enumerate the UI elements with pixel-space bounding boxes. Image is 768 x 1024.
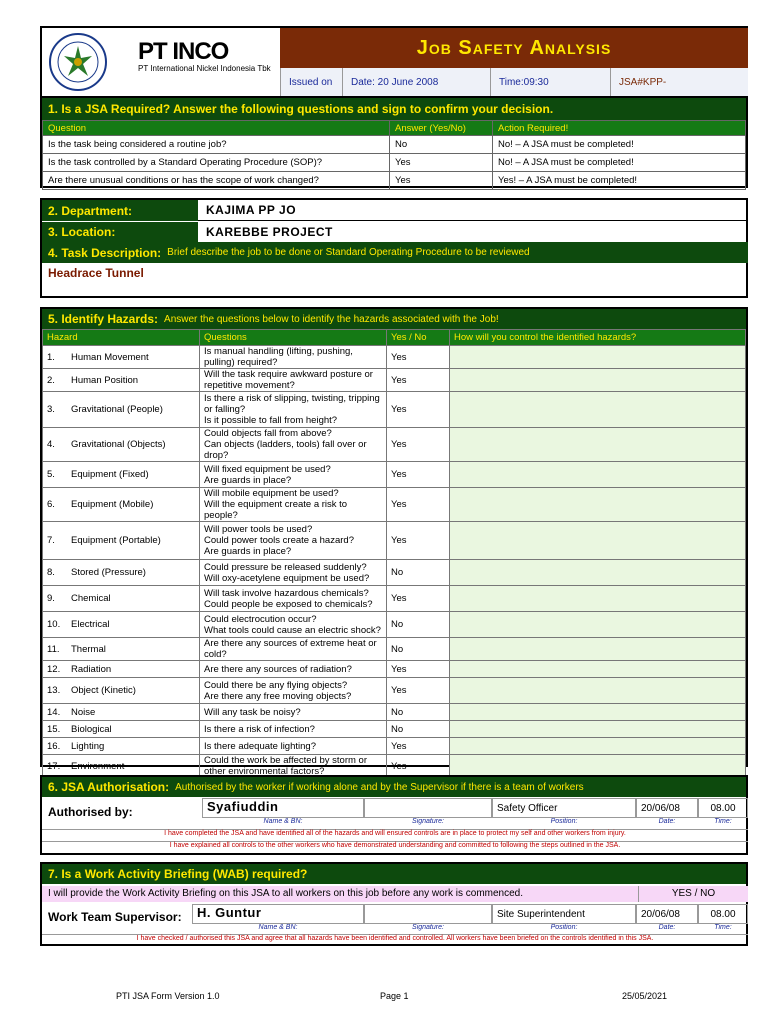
action-text: Yes! – A JSA must be completed! [493, 172, 746, 190]
hazard-control-input[interactable] [450, 522, 746, 560]
hazard-control-input[interactable] [450, 678, 746, 704]
hazard-number: 11. [47, 643, 60, 655]
section-jsa-required [40, 96, 748, 188]
hazard-cell [43, 661, 200, 678]
hazard-cell [43, 522, 200, 560]
table-row [43, 522, 746, 560]
hazard-cell [43, 346, 200, 369]
hazard-control-input[interactable] [450, 612, 746, 638]
hazard-name: Environment [71, 760, 125, 772]
hazard-questions [200, 560, 387, 586]
table-row [43, 612, 746, 638]
hazard-questions [200, 428, 387, 462]
hazard-number: 16. [47, 740, 61, 752]
hazard-questions [200, 392, 387, 428]
sub-date-label: Date: [658, 924, 676, 931]
col-question: Question [43, 121, 390, 136]
section6-heading: 6. JSA Authorisation: [48, 780, 170, 794]
wab-note: I have checked / authorised this JSA and agree that all hazards have been identified and controlled. All workers have been briefed on the controls identified in this JSA. [42, 934, 748, 942]
hazard-name: Equipment (Portable) [71, 535, 161, 546]
hazard-question: Are guards in place? [204, 474, 292, 486]
table-row [43, 704, 746, 721]
task-label: 4. Task Description: [48, 245, 162, 260]
hazard-name: Electrical [71, 619, 110, 630]
hazard-question: What tools could cause an electric shock? [204, 624, 381, 636]
question-text: Are there unusual conditions or has the scope of work changed? [43, 172, 390, 190]
hazard-questions [200, 678, 387, 704]
hazard-number: 4. [47, 439, 55, 450]
table-row [43, 136, 746, 154]
supervisor-date[interactable]: 20/06/08 [636, 904, 698, 924]
authorisation-note-1: I have completed the JSA and have identified all of the hazards and will ensured controls are in place to protect my self and other workers from injury. [42, 829, 748, 837]
hazard-number: 5. [47, 469, 55, 480]
hazard-question: Could there be any flying objects? [204, 679, 348, 691]
hazard-number: 14. [47, 706, 61, 718]
section5-heading: 5. Identify Hazards: [48, 312, 159, 326]
hazard-question: Is it possible to fall from height? [204, 415, 338, 426]
hazard-cell [43, 369, 200, 392]
hazard-name: Lighting [71, 740, 105, 752]
hazard-question: Will power tools be used? [204, 524, 313, 535]
col-answer: Answer (Yes/No) [390, 121, 493, 136]
section6-heading-bar [42, 777, 746, 797]
hazard-question: Could objects fall from above? [204, 428, 332, 439]
hazard-cell [43, 586, 200, 612]
question-text: Is the task being considered a routine job? [43, 136, 390, 154]
hazard-number: 17. [47, 760, 61, 772]
task-hint: Brief describe the job to be done or Standard Operating Procedure to be reviewed [167, 247, 530, 258]
table-row [43, 488, 746, 522]
hazard-questions [200, 462, 387, 488]
hazard-name: Gravitational (Objects) [71, 439, 166, 450]
hazard-control-input[interactable] [450, 638, 746, 661]
table-row [43, 369, 746, 392]
hazard-cell [43, 428, 200, 462]
table-row [43, 661, 746, 678]
hazard-questions [200, 661, 387, 678]
hazard-name: Noise [71, 706, 96, 718]
section-jsa-authorisation [40, 775, 748, 855]
hazard-control-input[interactable] [450, 721, 746, 738]
hazard-control-input[interactable] [450, 586, 746, 612]
hazard-cell [43, 721, 200, 738]
wab-statement: I will provide the Work Activity Briefing on this JSA to all workers on this job before any work is commenced. [42, 886, 638, 902]
sub-name-label: Name & BN: [258, 924, 298, 931]
hazard-answer[interactable]: No [387, 612, 450, 638]
hazard-number: 15. [47, 723, 61, 735]
hazard-question: Will the equipment create a risk to people? [204, 499, 348, 521]
hazard-answer[interactable]: Yes [387, 661, 450, 678]
hazard-question: Are there any free moving objects? [204, 690, 352, 702]
section7-heading: 7. Is a Work Activity Briefing (WAB) required? [42, 864, 746, 884]
hazard-control-input[interactable] [450, 704, 746, 721]
document-title-text: Job Safety Analysis [416, 36, 612, 59]
table-row [43, 738, 746, 755]
hazard-number: 9. [47, 593, 55, 604]
sub-date-label: Date: [658, 818, 676, 825]
hazard-answer[interactable]: Yes [387, 346, 450, 369]
supervisor-signature[interactable] [364, 904, 492, 924]
hazard-answer[interactable]: Yes [387, 738, 450, 755]
hazard-questions [200, 721, 387, 738]
hazard-answer[interactable]: Yes [387, 369, 450, 392]
wab-yes-no[interactable]: YES / NO [638, 886, 748, 902]
supervisor-position[interactable]: Site Superintendent [492, 904, 636, 924]
table-row [43, 560, 746, 586]
sub-name-label: Name & BN: [263, 818, 303, 825]
hazard-question: Could electrocution occur? [204, 613, 317, 625]
sub-time-label: Time: [714, 924, 732, 931]
authoriser-date[interactable]: 20/06/08 [636, 798, 698, 818]
hazard-answer[interactable]: Yes [387, 522, 450, 560]
hazard-question: Will oxy-acetylene equipment be used? [204, 572, 370, 584]
table-row [43, 678, 746, 704]
hazard-question: Are there any sources of radiation? [204, 663, 352, 675]
authoriser-signature[interactable] [364, 798, 492, 818]
hazard-cell [43, 560, 200, 586]
hazard-number: 7. [47, 535, 55, 546]
hazard-cell [43, 678, 200, 704]
hazard-control-input[interactable] [450, 738, 746, 755]
department-label: 2. Department: [42, 200, 198, 221]
section6-hint: Authorised by the worker if working alone and by the Supervisor if there is a team of workers [175, 781, 584, 793]
hazard-number: 2. [47, 374, 55, 386]
sub-time-label: Time: [714, 818, 732, 825]
action-text: No! – A JSA must be completed! [493, 154, 746, 172]
hazard-question: Is there a risk of slipping, twisting, tripping or falling? [204, 393, 380, 415]
hazard-question: Will any task be noisy? [204, 706, 301, 718]
authoriser-time[interactable]: 08.00 [698, 798, 748, 818]
hazard-number: 6. [47, 499, 55, 510]
hazard-answer[interactable]: No [387, 721, 450, 738]
print-date: 25/05/2021 [622, 991, 668, 1001]
col-control: How will you control the identified hazards? [450, 330, 746, 346]
hazard-number: 12. [47, 663, 61, 675]
hazard-name: Object (Kinetic) [71, 685, 136, 696]
hazard-answer[interactable]: No [387, 704, 450, 721]
hazard-answer[interactable]: Yes [387, 392, 450, 428]
hazard-question: Are guards in place? [204, 546, 292, 557]
jsa-required-table [42, 120, 746, 190]
hazard-answer[interactable]: No [387, 560, 450, 586]
hazard-question: Could people be exposed to chemicals? [204, 598, 373, 610]
hazard-answer[interactable]: Yes [387, 428, 450, 462]
department-value[interactable]: KAJIMA PP JO [198, 200, 748, 221]
task-description-value[interactable]: Headrace Tunnel [48, 266, 144, 280]
hazard-number: 8. [47, 567, 55, 578]
issue-time: Time:09:30 [490, 68, 610, 96]
hazard-name: Chemical [71, 593, 111, 604]
hazard-name: Radiation [71, 663, 112, 675]
hazard-answer[interactable]: Yes [387, 678, 450, 704]
document-title [280, 28, 748, 68]
table-row [43, 586, 746, 612]
company-seal-icon [48, 32, 108, 92]
issued-on-label: Issued on [280, 68, 342, 96]
task-description-bar [42, 242, 748, 263]
hazard-question: Will task involve hazardous chemicals? [204, 587, 369, 599]
section5-heading-bar [42, 309, 746, 329]
table-row [43, 721, 746, 738]
hazard-answer[interactable]: Yes [387, 755, 450, 778]
hazard-questions [200, 346, 387, 369]
col-questions: Questions [200, 330, 387, 346]
hazard-control-input[interactable] [450, 346, 746, 369]
hazard-name: Equipment (Fixed) [71, 469, 149, 480]
hazard-name: Human Position [71, 374, 139, 386]
section-wab-required [40, 862, 748, 946]
col-action: Action Required! [493, 121, 746, 136]
hazard-control-input[interactable] [450, 392, 746, 428]
col-hazard: Hazard [43, 330, 200, 346]
table-row [43, 428, 746, 462]
hazard-answer[interactable]: Yes [387, 488, 450, 522]
hazard-control-input[interactable] [450, 428, 746, 462]
hazard-question: Will fixed equipment be used? [204, 463, 331, 475]
hazard-question: Is there a risk of infection? [204, 723, 315, 735]
authoriser-position[interactable]: Safety Officer [492, 798, 636, 818]
jsa-number: JSA#KPP- [610, 68, 748, 96]
section-identify-hazards [40, 307, 748, 777]
col-yesno: Yes / No [387, 330, 450, 346]
company-logo-area [42, 28, 280, 96]
hazard-control-input[interactable] [450, 462, 746, 488]
authoriser-name[interactable]: Syafiuddin [202, 798, 364, 818]
hazard-questions [200, 612, 387, 638]
hazard-number: 3. [47, 404, 55, 415]
hazard-cell [43, 638, 200, 661]
hazard-questions [200, 522, 387, 560]
form-header [40, 26, 748, 98]
hazard-questions [200, 704, 387, 721]
authorised-by-label: Authorised by: [48, 805, 133, 819]
hazard-cell [43, 738, 200, 755]
hazard-question: Could pressure be released suddenly? [204, 561, 367, 573]
section1-heading: 1. Is a JSA Required? Answer the following questions and sign to confirm your decision. [42, 98, 746, 120]
hazard-cell [43, 704, 200, 721]
table-header-row [43, 121, 746, 136]
hazard-name: Human Movement [71, 351, 149, 363]
hazard-questions [200, 638, 387, 661]
table-row [43, 346, 746, 369]
sub-signature-label: Signature: [412, 818, 444, 825]
supervisor-label: Work Team Supervisor: [48, 910, 182, 924]
answer-value[interactable]: Yes [390, 154, 493, 172]
hazard-number: 10. [47, 619, 61, 630]
table-row [43, 172, 746, 190]
hazard-question: Can objects (ladders, tools) fall over or drop? [204, 439, 367, 461]
table-row [43, 392, 746, 428]
answer-value[interactable]: No [390, 136, 493, 154]
hazard-question: Will mobile equipment be used? [204, 488, 339, 499]
location-value[interactable]: KAREBBE PROJECT [206, 224, 333, 239]
table-header-row [43, 330, 746, 346]
hazard-answer[interactable]: No [387, 638, 450, 661]
question-text: Is the task controlled by a Standard Operating Procedure (SOP)? [43, 154, 390, 172]
hazard-answer[interactable]: Yes [387, 462, 450, 488]
hazard-cell [43, 462, 200, 488]
hazard-control-input[interactable] [450, 488, 746, 522]
issue-date: Date: 20 June 2008 [342, 68, 490, 96]
form-version: PTI JSA Form Version 1.0 [116, 991, 220, 1001]
sub-position-label: Position: [550, 924, 578, 931]
supervisor-name[interactable]: H. Guntur [192, 904, 364, 924]
hazard-number: 13. [47, 685, 61, 696]
hazard-cell [43, 392, 200, 428]
answer-value[interactable]: Yes [390, 172, 493, 190]
action-text: No! – A JSA must be completed! [493, 136, 746, 154]
hazard-question: Are there any sources of extreme heat or cold? [204, 638, 377, 660]
location-label: 3. Location: [42, 221, 198, 242]
hazard-name: Stored (Pressure) [71, 567, 146, 578]
authorisation-note-2: I have explained all controls to the other workers who have demonstrated understanding and committed to following the steps outlined in the JSA. [42, 841, 748, 849]
hazard-cell [43, 612, 200, 638]
company-short-name: PT INCO [138, 38, 229, 65]
supervisor-time[interactable]: 08.00 [698, 904, 748, 924]
hazard-control-input[interactable] [450, 560, 746, 586]
hazard-question: Will the task require awkward posture or repetitive movement? [204, 369, 373, 391]
hazard-name: Biological [71, 723, 112, 735]
hazard-questions [200, 369, 387, 392]
table-row [43, 154, 746, 172]
hazard-questions [200, 488, 387, 522]
hazard-control-input[interactable] [450, 369, 746, 392]
section5-hint: Answer the questions below to identify the hazards associated with the Job! [164, 313, 499, 325]
hazard-answer[interactable]: Yes [387, 586, 450, 612]
sub-position-label: Position: [550, 818, 578, 825]
hazard-question: Is there adequate lighting? [204, 740, 316, 752]
sub-signature-label: Signature: [412, 924, 444, 931]
hazard-name: Gravitational (People) [71, 404, 163, 415]
company-full-name: PT International Nickel Indonesia Tbk [138, 64, 271, 73]
hazard-number: 1. [47, 351, 55, 363]
hazard-cell [43, 488, 200, 522]
hazard-question: Could the work be affected by storm or other environmental factors? [204, 755, 367, 777]
hazard-question: Is manual handling (lifting, pushing, pulling) required? [204, 346, 353, 368]
page-number: Page 1 [380, 991, 409, 1001]
hazard-questions [200, 586, 387, 612]
hazard-question: Could power tools create a hazard? [204, 535, 354, 546]
table-row [43, 638, 746, 661]
hazard-name: Equipment (Mobile) [71, 499, 154, 510]
table-row [43, 462, 746, 488]
hazard-questions [200, 738, 387, 755]
section-department-location-task [40, 198, 748, 298]
hazard-name: Thermal [71, 643, 106, 655]
hazard-control-input[interactable] [450, 661, 746, 678]
hazard-table [42, 329, 746, 778]
